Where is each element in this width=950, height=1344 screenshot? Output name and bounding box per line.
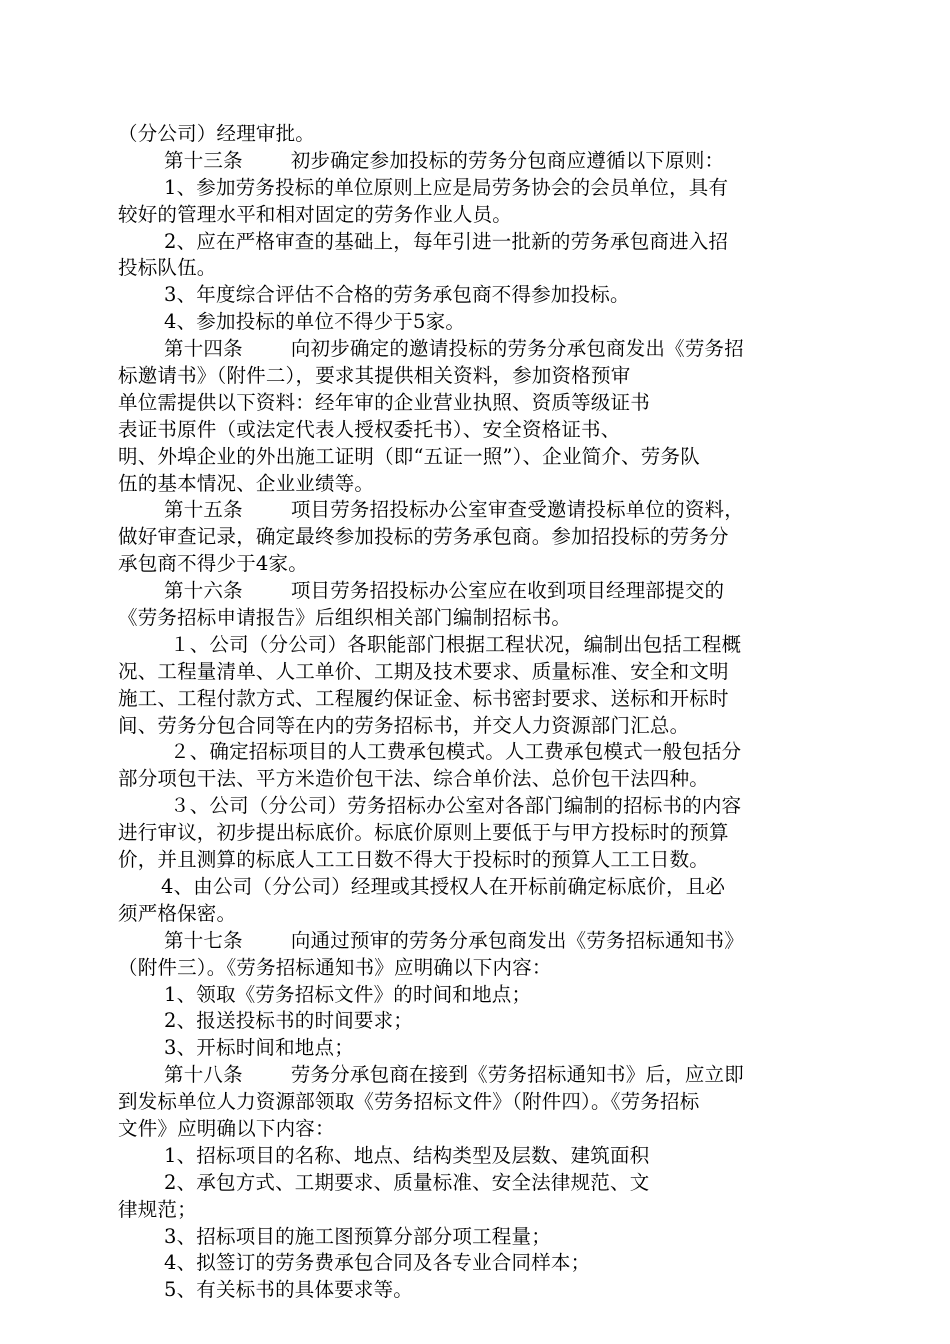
text-line: 到发标单位人力资源部领取《劳务招标文件》（附件四）。《劳务招标 [118, 1090, 700, 1114]
text-line: 况、工程量清单、人工单价、工期及技术要求、质量标准、安全和文明 [118, 659, 729, 683]
text-line: 2、承包方式、工期要求、质量标准、安全法律规范、文 [164, 1170, 650, 1194]
article-15-line [118, 497, 815, 524]
article-13-text: 初步确定参加投标的劳务分包商应遵循以下原则： [290, 148, 725, 172]
article-17-text: 向通过预审的劳务分承包商发出《劳务招标通知书》 [290, 928, 744, 952]
text-line: ２、确定招标项目的人工费承包模式。人工费承包模式一般包括分 [170, 740, 742, 764]
text-line: 文件》应明确以下内容： [118, 1116, 335, 1140]
text-line: 部分项包干法、平方米造价包干法、综合单价法、总价包干法四种。 [118, 767, 710, 791]
text-line: 间、劳务分包合同等在内的劳务招标书，并交人力资源部门汇总。 [118, 713, 690, 737]
article-15-heading: 第十五条 [164, 498, 243, 522]
article-17-heading: 第十七条 [164, 928, 243, 952]
text-line: １、公司（分公司）各职能部门根据工程状况，编制出包括工程概 [170, 632, 742, 656]
text-line: 明、外埠企业的外出施工证明（即“五证一照”）、企业简介、劳务队 [118, 444, 700, 468]
article-14-heading: 第十四条 [164, 337, 243, 361]
text-line: 须严格保密。 [118, 901, 237, 925]
article-18-text: 劳务分承包商在接到《劳务招标通知书》后，应立即 [290, 1063, 744, 1087]
text-line: 投标队伍。 [118, 256, 217, 280]
article-13-line [118, 148, 815, 175]
article-14-line [118, 336, 815, 363]
text-line: 表证书原件（或法定代表人授权委托书）、安全资格证书、 [118, 417, 621, 441]
text-line: 4、由公司（分公司）经理或其授权人在开标前确定标底价，且必 [161, 874, 726, 898]
article-15-text: 项目劳务招投标办公室审查受邀请投标单位的资料， [290, 498, 744, 522]
article-14-text: 向初步确定的邀请投标的劳务分承包商发出《劳务招 [290, 337, 744, 361]
text-line: 施工、工程付款方式、工程履约保证金、标书密封要求、送标和开标时 [118, 686, 729, 710]
article-18-line [118, 1062, 815, 1089]
text-line: 进行审议，初步提出标底价。标底价原则上要低于与甲方投标时的预算 [118, 821, 729, 845]
text-line: 4、拟签订的劳务费承包合同及各专业合同样本； [164, 1251, 591, 1275]
text-line: 4、参加投标的单位不得少于5家。 [164, 310, 466, 334]
article-16-heading: 第十六条 [164, 579, 243, 603]
text-line: 较好的管理水平和相对固定的劳务作业人员。 [118, 202, 513, 226]
text-line: 2、报送投标书的时间要求； [164, 1009, 414, 1033]
text-line: 《劳务招标申请报告》后组织相关部门编制招标书。 [118, 606, 572, 630]
text-line: 3、年度综合评估不合格的劳务承包商不得参加投标。 [164, 283, 630, 307]
text-line: 5、有关标书的具体要求等。 [164, 1278, 414, 1302]
text-line: 伍的基本情况、企业业绩等。 [118, 471, 375, 495]
text-line: 2、应在严格审查的基础上，每年引进一批新的劳务承包商进入招 [164, 229, 729, 253]
text-line: 单位需提供以下资料：经年审的企业营业执照、资质等级证书 [118, 390, 650, 414]
text-line: 价，并且测算的标底人工工日数不得大于投标时的预算人工工日数。 [118, 848, 710, 872]
text-line: 1、参加劳务投标的单位原则上应是局劳务协会的会员单位，具有 [164, 175, 729, 199]
text-line: 3、招标项目的施工图预算分部分项工程量； [164, 1224, 551, 1248]
article-16-line [118, 578, 815, 605]
article-18-heading: 第十八条 [164, 1063, 243, 1087]
text-line: （分公司）经理审批。 [118, 122, 316, 145]
text-line: 标邀请书》（附件二），要求其提供相关资料，参加资格预审 [118, 364, 631, 388]
text-line: ３、公司（分公司）劳务招标办公室对各部门编制的招标书的内容 [170, 794, 742, 818]
text-line: 做好审查记录，确定最终参加投标的劳务承包商。参加招投标的劳务分 [118, 525, 729, 549]
article-17-line [118, 928, 815, 955]
text-line: 1、招标项目的名称、地点、结构类型及层数、建筑面积 [164, 1143, 650, 1167]
article-16-text: 项目劳务招投标办公室应在收到项目经理部提交的 [290, 579, 725, 603]
text-line: 承包商不得少于4家。 [118, 552, 308, 576]
article-13-heading: 第十三条 [164, 148, 243, 172]
text-line: 3、开标时间和地点； [164, 1036, 354, 1060]
text-line: （附件三）。《劳务招标通知书》应明确以下内容： [118, 955, 552, 979]
text-line: 1、领取《劳务招标文件》的时间和地点； [164, 982, 532, 1006]
document-body [118, 121, 815, 1302]
text-line: 律规范； [118, 1197, 197, 1221]
